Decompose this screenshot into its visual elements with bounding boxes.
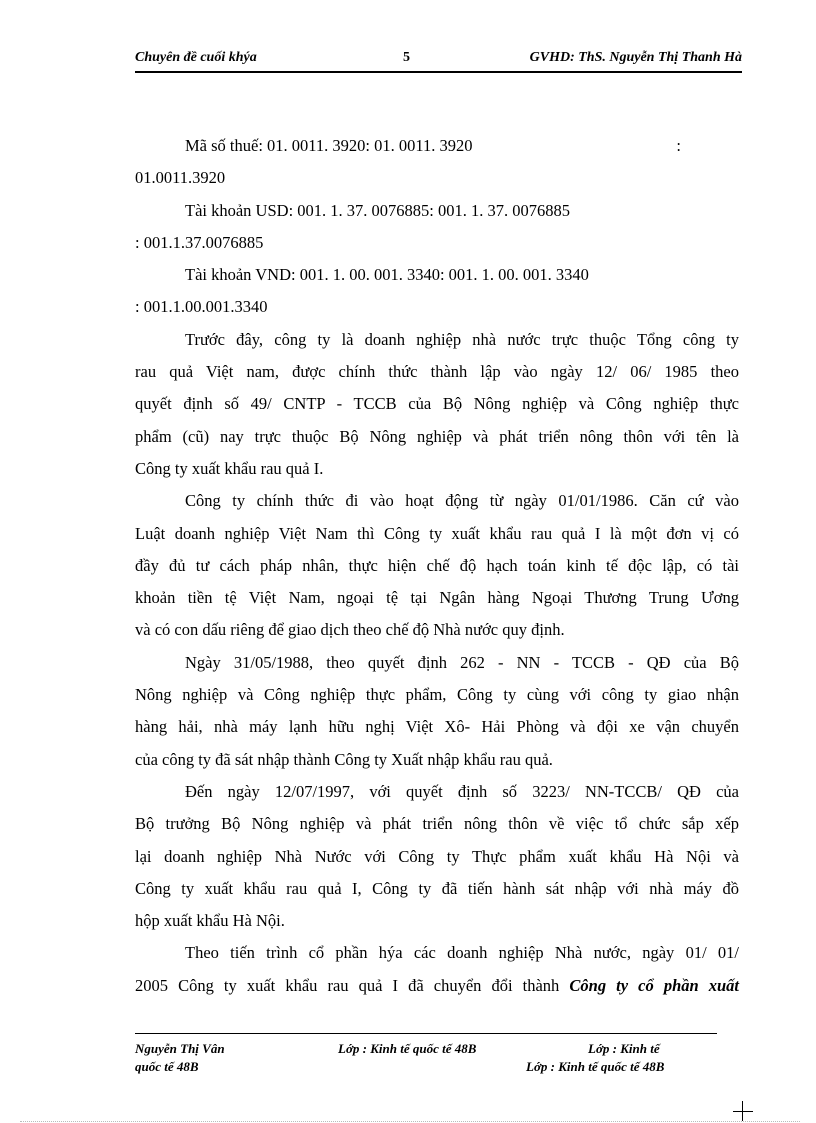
page-footer bbox=[135, 1040, 717, 1080]
paragraph-4-line: hộp xuất khẩu Hà Nội. bbox=[135, 911, 285, 931]
paragraph-2-line: đầy đủ tư cách pháp nhân, thực hiện chế độ hạch toán kinh tế độc lập, có tài bbox=[135, 555, 739, 575]
footer-author: Nguyễn Thị Vân bbox=[135, 1041, 225, 1056]
paragraph-2-line: Công ty chính thức đi vào hoạt động từ ngày 01/01/1986. Căn cứ vào bbox=[185, 491, 739, 511]
paragraph-4-line: Công ty xuất khẩu rau quả I, Công ty đã tiến hành sát nhập với nhà máy đồ bbox=[135, 878, 739, 898]
paragraph-4-line: lại doanh nghiệp Nhà Nước với Công ty Thực phẩm xuất khẩu Hà Nội và bbox=[135, 846, 739, 866]
page-bottom-border bbox=[20, 1121, 800, 1122]
paragraph-3-line: Nông nghiệp và Công nghiệp thực phẩm, Công ty cùng với công ty giao nhận bbox=[135, 685, 739, 705]
page-header bbox=[135, 48, 742, 70]
paragraph-5-line: Theo tiến trình cổ phần hýa các doanh nghiệp Nhà nước, ngày 01/ 01/ bbox=[185, 943, 739, 963]
paragraph-5-line: 2005 Công ty xuất khẩu rau quả I đã chuyển đổi thành Công ty cổ phần xuất bbox=[135, 975, 740, 995]
document-body bbox=[135, 130, 739, 1002]
vnd-account-line: Tài khoản VND: 001. 1. 00. 001. 3340: 001. 1. 00. 001. 3340 bbox=[185, 265, 589, 285]
footer-class: Lớp : Kinh tế quốc tế 48B bbox=[338, 1041, 477, 1056]
vnd-account-cont: : 001.1.00.001.3340 bbox=[135, 297, 268, 317]
paragraph-3-line: hàng hải, nhà máy lạnh hữu nghị Việt Xô- Hải Phòng và đội xe vận chuyển bbox=[135, 717, 739, 737]
footer-class: Lớp : Kinh tế bbox=[588, 1041, 660, 1056]
page-number: 5 bbox=[403, 50, 410, 65]
header-title: Chuyên đề cuối khýa bbox=[135, 50, 257, 65]
tax-colon: : bbox=[676, 136, 681, 155]
footer-class: Lớp : Kinh tế quốc tế 48B bbox=[526, 1059, 665, 1074]
paragraph-2-line: Luật doanh nghiệp Việt Nam thì Công ty xuất khẩu rau quả I là một đơn vị có bbox=[135, 523, 739, 543]
paragraph-3-line: của công ty đã sát nhập thành Công ty Xuất nhập khẩu rau quả. bbox=[135, 749, 553, 769]
paragraph-2-line: khoản tiền tệ Việt Nam, ngoại tệ tại Ngân hàng Ngoại Thương Trung Ương bbox=[135, 588, 739, 608]
paragraph-3-line: Ngày 31/05/1988, theo quyết định 262 - NN - TCCB - QĐ của Bộ bbox=[185, 652, 739, 672]
crop-mark-icon bbox=[733, 1101, 753, 1121]
tax-code-line: Mã số thuế: 01. 0011. 3920: 01. 0011. 3920 : bbox=[135, 130, 739, 162]
paragraph-1-line: phẩm (cũ) nay trực thuộc Bộ Nông nghiệp và phát triển nông thôn với tên là bbox=[135, 426, 739, 446]
header-supervisor: GVHD: ThS. Nguyễn Thị Thanh Hà bbox=[529, 50, 742, 65]
paragraph-4-line: Bộ trưởng Bộ Nông nghiệp và phát triển nông thôn về việc tổ chức sắp xếp bbox=[135, 814, 739, 834]
paragraph-1-line: Công ty xuất khẩu rau quả I. bbox=[135, 458, 324, 478]
tax-code-cont: 01.0011.3920 bbox=[135, 168, 226, 188]
footer-rule bbox=[135, 1033, 717, 1034]
usd-account-line: Tài khoản USD: 001. 1. 37. 0076885: 001. 1. 37. 0076885 bbox=[185, 200, 570, 220]
paragraph-1-line: rau quả Việt nam, được chính thức thành lập vào ngày 12/ 06/ 1985 theo bbox=[135, 362, 739, 382]
header-rule bbox=[135, 71, 742, 73]
footer-class-cont: quốc tế 48B bbox=[135, 1059, 199, 1074]
paragraph-1-line: Trước đây, công ty là doanh nghiệp nhà nước trực thuộc Tổng công ty bbox=[185, 329, 739, 349]
company-name-emphasis: Công ty cổ phần xuất bbox=[569, 975, 740, 995]
paragraph-1-line: quyết định số 49/ CNTP - TCCB của Bộ Nông nghiệp và Công nghiệp thực bbox=[135, 394, 739, 414]
usd-account-cont: : 001.1.37.0076885 bbox=[135, 232, 264, 252]
paragraph-2-line: và có con dấu riêng để giao dịch theo chế độ Nhà nước quy định. bbox=[135, 620, 565, 640]
paragraph-4-line: Đến ngày 12/07/1997, với quyết định số 3223/ NN-TCCB/ QĐ của bbox=[185, 781, 739, 801]
